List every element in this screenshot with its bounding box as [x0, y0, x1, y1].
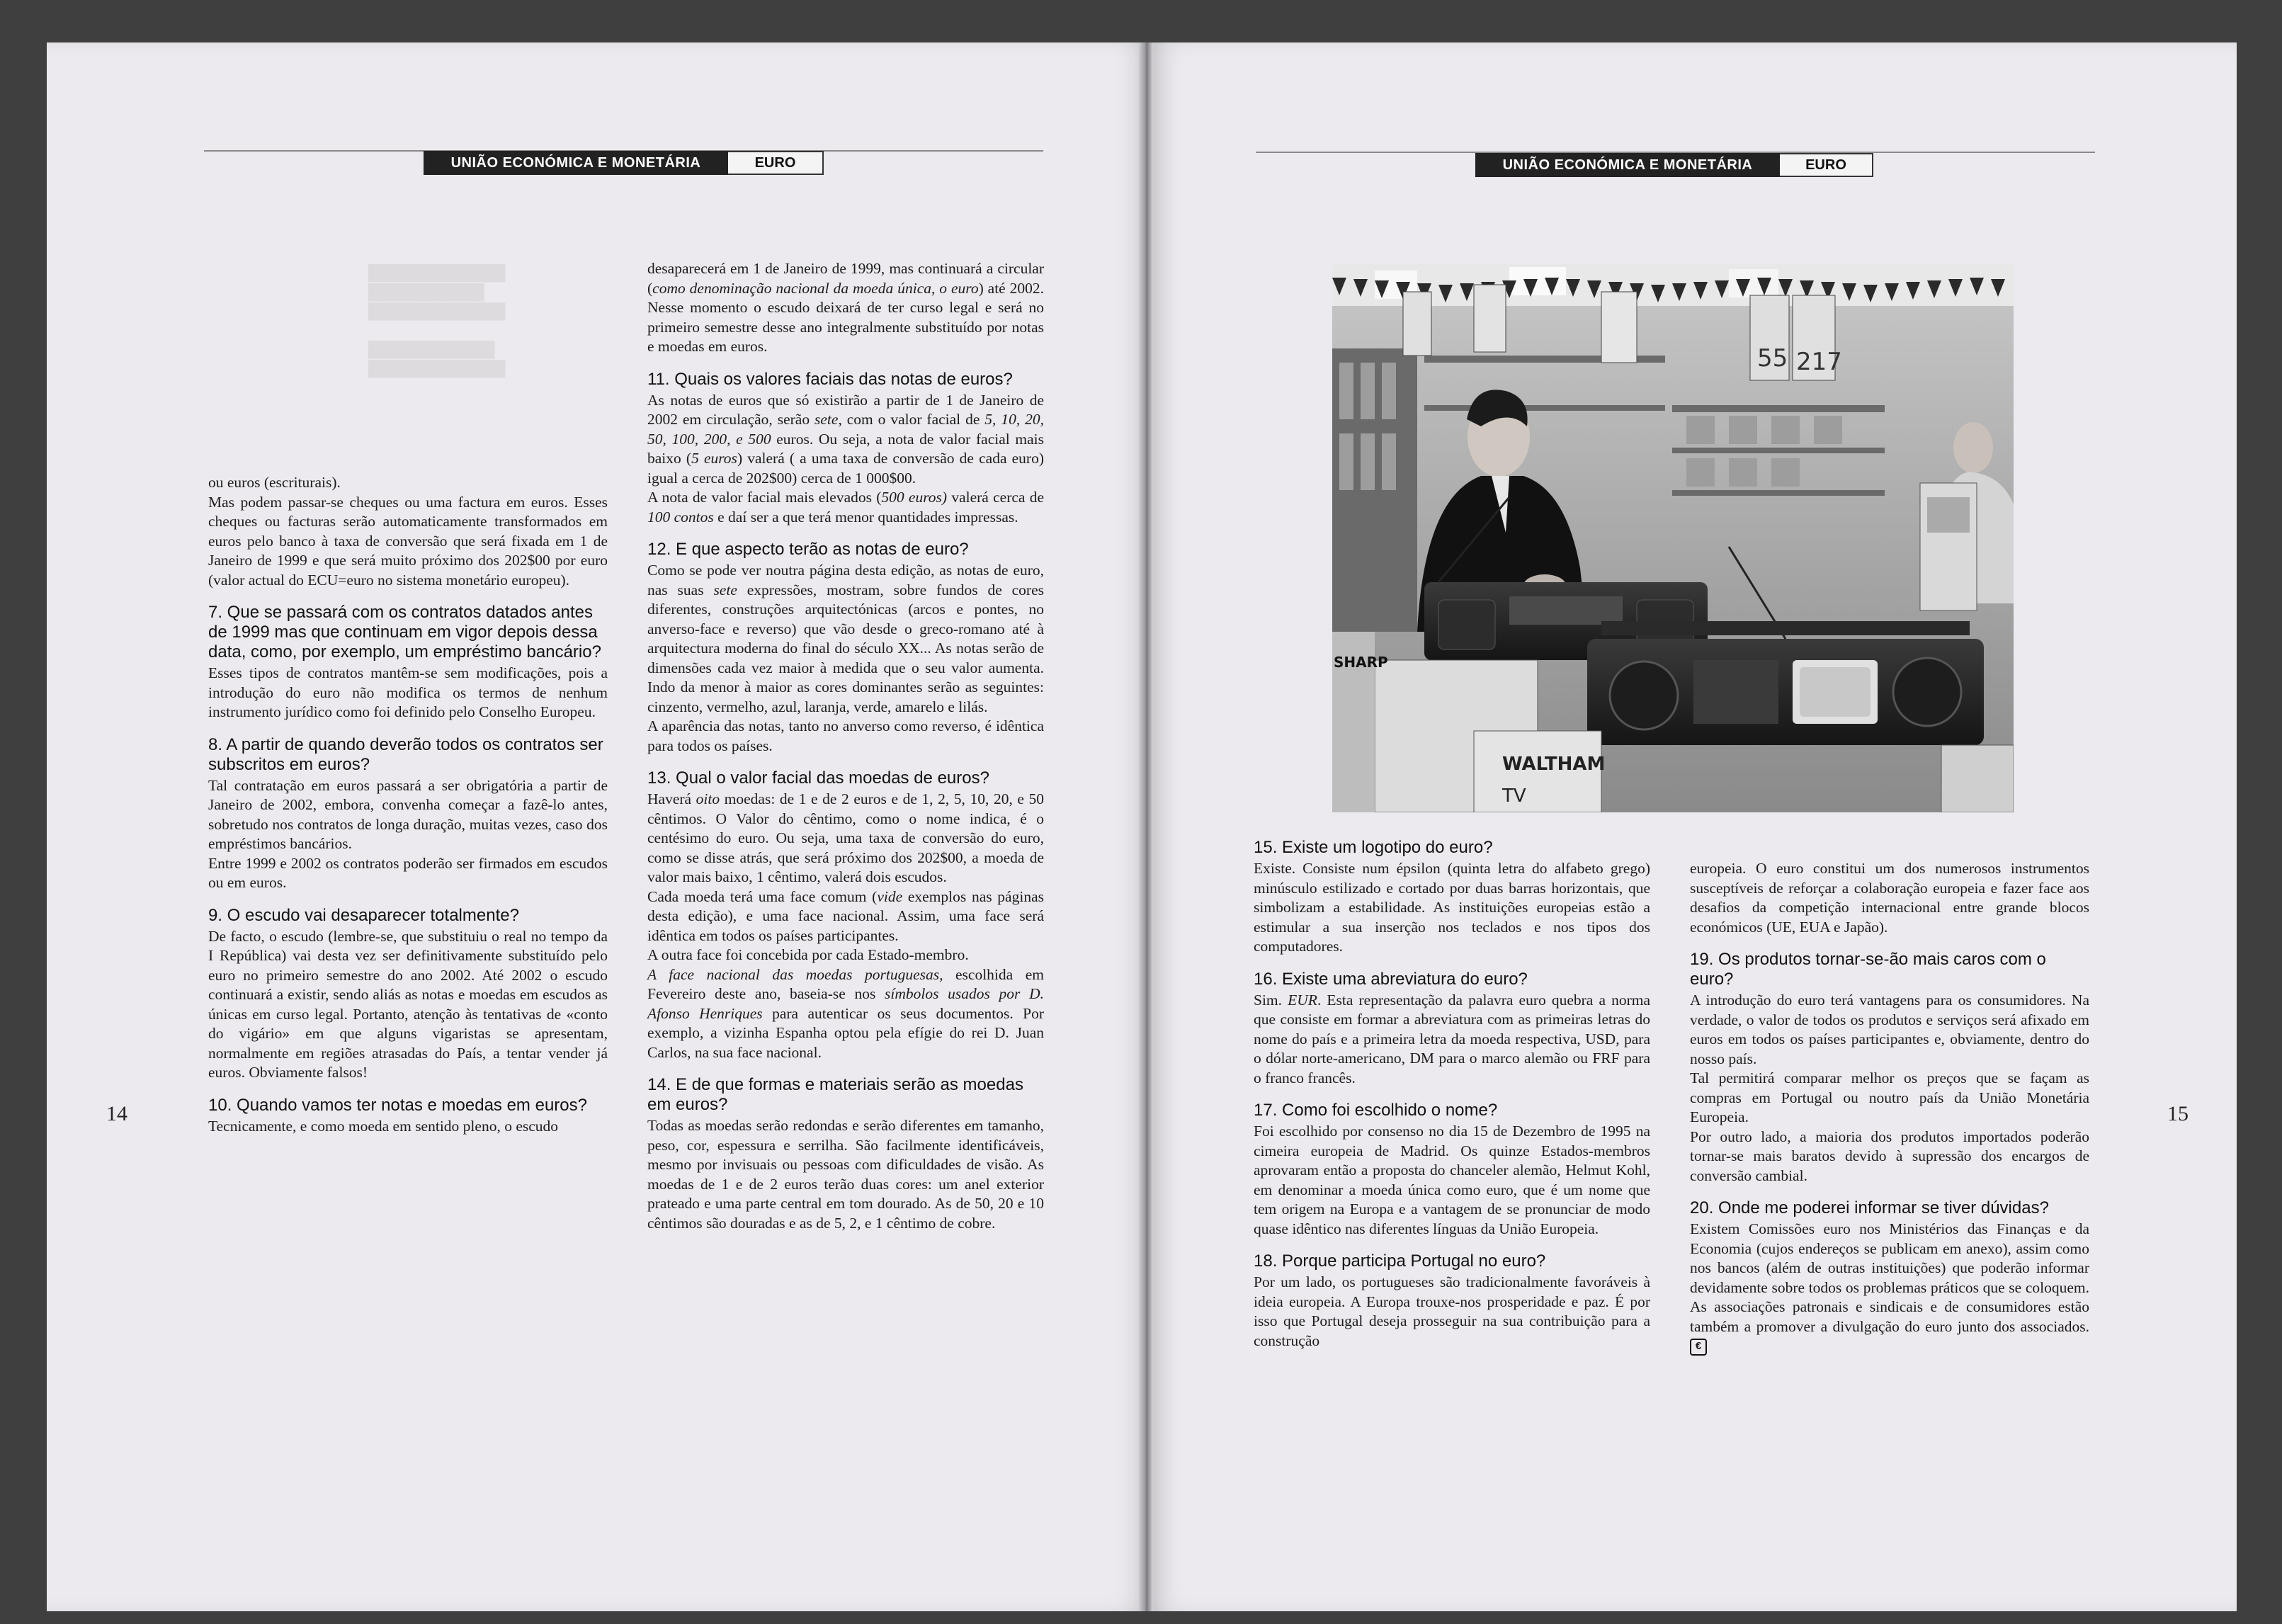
paragraph: As notas de euros que só existirão a partir de 1 de Janeiro de 2002 em circulação, serão sete, com o valor facial de 5, 10, 20, 50, 100, 200, e 500 euros. Ou seja, a nota de valor facial mais baixo (5 euros) valerá ( a uma taxa de conversão de cada euro) igual a cerca de 202$00) cerca de 1 000$00.	[647, 391, 1045, 487]
paragraph: Sim. EUR. Esta representação da palavra euro quebra a norma que consiste em formar a abreviatura com as primeiras letras do nome do país e a primeira letra da moeda respectiva, USD, para o dólar norte-americano, DM para o marco alemão ou FRF para o franco francês.	[1254, 991, 1651, 1086]
photo-sign-text: TV	[1502, 785, 1526, 807]
paragraph: Existem Comissões euro nos Ministérios das Finanças e da Economia (cujos endereços se publicam em anexo), assim como nos bancos (além de outras instituições) que poderão informar devidamente sobre todos os problemas práticos que se coloquem. As associações patronais e sindicais e de consumidores estão também a promover a divulgação do euro junto dos associados. €	[1690, 1220, 2089, 1356]
paragraph: A introdução do euro terá vantagens para os consumidores. Na verdade, o valor de todos os produtos e serviços será afixado em euros em todos os países participantes e, obviamente, dentro do nosso país.	[1690, 992, 2089, 1067]
paragraph: Esses tipos de contratos mantêm-se sem modificações, pois a introdução do euro não modifica os termos de nenhum instrumento jurídico como foi definido pelo Conselho Europeu.	[208, 664, 608, 720]
photo-sign-text: 55	[1757, 344, 1788, 373]
paragraph: Por outro lado, a maioria dos produtos importados poderão tornar-se mais baratos devido à supressão dos encargos de conversão cambial.	[1690, 1128, 2089, 1184]
question-heading: 10. Quando vamos ter notas e moedas em euros?	[208, 1095, 587, 1115]
question-heading: 7. Que se passará com os contratos datados antes de 1999 mas que continuam em vigor depois dessa data, como, por exemplo, um empréstimo bancário?	[208, 603, 601, 661]
page-number-left: 14	[106, 1102, 127, 1125]
paragraph: A outra face foi concebida por cada Estado-membro.	[647, 946, 969, 963]
paragraph: desaparecerá em 1 de Janeiro de 1999, mas continuará a circular (como denominação nacional da moeda única, o euro) até 2002. Nesse momento o escudo deixará de ter curso legal e será no primeiro semestre desse ano integralmente substituído por notas e moedas em euros.	[647, 260, 1045, 355]
section-tag: EURO	[1780, 153, 1873, 177]
paragraph: Entre 1999 e 2002 os contratos poderão ser firmados em escudos ou em euros.	[208, 854, 608, 891]
page-number-right: 15	[2167, 1102, 2189, 1125]
question-heading: 13. Qual o valor facial das moedas de euros?	[647, 768, 989, 788]
paragraph: Tecnicamente, e como moeda em sentido pleno, o escudo	[208, 1117, 559, 1135]
paragraph: ou euros (escriturais).	[208, 474, 341, 491]
left-column-1	[208, 473, 608, 1136]
store-photo	[1332, 263, 2014, 812]
section-label: UNIÃO ECONÓMICA E MONETÁRIA	[424, 151, 728, 175]
question-heading: 16. Existe uma abreviatura do euro?	[1254, 969, 1528, 989]
show-through-text: █████████████ ███████████ █████████████ ████████████ █████████████	[368, 265, 506, 377]
section-header-right	[1475, 153, 1873, 177]
paragraph: Cada moeda terá uma face comum (vide exemplos nas páginas desta edição), e uma face nacional. Assim, uma face será idêntica em todos os países participantes.	[647, 887, 1044, 944]
question-heading: 15. Existe um logotipo do euro?	[1254, 838, 1493, 857]
question-heading: 20. Onde me poderei informar se tiver dúvidas?	[1690, 1198, 2049, 1217]
paragraph: europeia. O euro constitui um dos numerosos instrumentos susceptíveis de reforçar a colaboração europeia e fazer face aos desafios da competição internacional entre grande blocos económicos (UE, EUA e Japão).	[1690, 860, 2089, 936]
paragraph: Haverá oito moedas: de 1 e de 2 euros e de 1, 2, 5, 10, 20, e 50 cêntimos. O Valor do cêntimo, como o nome indica, é o centésimo do euro. Ou seja, uma taxa de conversão do euro, como se disse atrás, que será próximo dos 202$00, a moeda de valor mais baixo, 1 cêntimo, valerá dois escudos.	[647, 790, 1044, 885]
photo-sign-text: 217	[1796, 348, 1842, 376]
photo-electronics-store	[1332, 263, 2014, 812]
question-heading: 12. E que aspecto terão as notas de euro?	[647, 540, 969, 559]
right-column-2	[1690, 859, 2089, 1356]
question-heading: 9. O escudo vai desaparecer totalmente?	[208, 905, 519, 925]
paragraph: Foi escolhido por consenso no dia 15 de Dezembro de 1995 na cimeira europeia de Madrid. Os quinze Estados-membros aprovaram então a proposta do chanceler alemão, Helmut Kohl, em denominar a moeda única como euro, que é um nome que tem origem na Europa e a vantagem de se pronunciar de modo quase idêntico nas diferentes línguas da União Europeia.	[1254, 1123, 1650, 1237]
paragraph: Tal contratação em euros passará a ser obrigatória a partir de Janeiro de 2002, embora, convenha começar a fazê-lo antes, sobretudo nos contratos de longa duração, muitas vezes, caso dos empréstimos bancários.	[208, 776, 608, 852]
section-tag: EURO	[728, 151, 824, 175]
paragraph: Todas as moedas serão redondas e serão diferentes em tamanho, peso, cor, espessura e serrilha. São facilmente identificáveis, mesmo por invisuais ou pessoas com dificuldades de visão. As moedas de 1 e de 2 euros terão duas cores: um anel exterior prateado e uma parte central em tom dourado. As de 50, 20 e 10 cêntimos são douradas e as de 5, 2, e 1 cêntimo de cobre.	[647, 1117, 1044, 1232]
photo-sign-text: WALTHAM	[1502, 754, 1606, 775]
euro-logo-icon: €	[1690, 1339, 1707, 1356]
left-column-2	[647, 259, 1044, 1233]
book-spine	[1139, 42, 1153, 1611]
paragraph: Tal permitirá comparar melhor os preços que se façam as compras em Portugal ou noutro país da União Monetária Europeia.	[1690, 1069, 2089, 1125]
question-heading: 19. Os produtos tornar-se-ão mais caros com o euro?	[1690, 950, 2046, 989]
paragraph: Por um lado, os portugueses são tradicionalmente favoráveis à ideia europeia. A Europa trouxe-nos prosperidade e paz. É por isso que Portugal deseja prosseguir na sua contribuição para a construção	[1254, 1273, 1650, 1349]
paragraph: Como se pode ver noutra página desta edição, as notas de euro, nas suas sete expressões, mostram, sobre fundos de cores diferentes, construções arquitectónicas (arcos e pontes, no anverso-face e reverso) que vão desde o greco-romano até à arquitectura moderna do final do século XX... As notas serão de dimensões cada vez maior à medida que o seu valor aumenta. Indo da menor à maior as cores dominantes serão as seguintes: cinzento, vermelho, azul, laranja, verde, amarelo e lilás.	[647, 562, 1044, 715]
paragraph: A face nacional das moedas portuguesas, escolhida em Fevereiro deste ano, baseia-se nos símbolos usados por D. Afonso Henriques para autenticar os seus documentos. Por exemplo, a vizinha Espanha optou pela efígie do rei D. Juan Carlos, na sua face nacional.	[647, 965, 1045, 1061]
question-heading: 8. A partir de quando deverão todos os contratos ser subscritos em euros?	[208, 734, 603, 774]
section-header-left	[424, 151, 824, 175]
paragraph: A nota de valor facial mais elevados (500 euros) valerá cerca de 100 contos e daí ser a que terá menor quantidades impressas.	[647, 489, 1044, 526]
paragraph: De facto, o escudo (lembre-se, que substituiu o real no tempo da I República) vai desta vez ser definitivamente substituído pelo euro no primeiro semestre do ano 2002. Até 2002 o escudo continuará a existir, sendo aliás as notas e moedas em escudos as únicas em curso legal. Portanto, atenção às tentativas de «conto do vigário» em que alguns vigaristas se apresentam, normalmente em regiões atrasadas do País, a tentar vender já euros. Obviamente falsos!	[208, 927, 608, 1081]
paragraph: Mas podem passar-se cheques ou uma factura em euros. Esses cheques ou facturas serão automaticamente transformados em euros pelo banco à taxa de conversão que será fixada em 1 de Janeiro de 1999 e que será muito próximo dos 202$00 por euro (valor actual do ECU=euro no sistema monetário europeu).	[208, 493, 608, 589]
photo-sign-text: SHARP	[1334, 654, 1388, 671]
question-heading: 18. Porque participa Portugal no euro?	[1254, 1251, 1546, 1271]
question-heading: 14. E de que formas e materiais serão as moedas em euros?	[647, 1075, 1023, 1114]
question-heading: 17. Como foi escolhido o nome?	[1254, 1101, 1498, 1120]
section-label: UNIÃO ECONÓMICA E MONETÁRIA	[1475, 153, 1780, 177]
right-column-1	[1254, 838, 1650, 1351]
question-heading: 11. Quais os valores faciais das notas de euros?	[647, 369, 1013, 389]
paragraph: Existe. Consiste num épsilon (quinta letra do alfabeto grego) minúsculo estilizado e cortado por duas barras horizontais, que simbolizam a estabilidade. As instituições europeias estão a estimular a sua inserção nos teclados e nos tipos dos computadores.	[1254, 860, 1650, 955]
paragraph: A aparência das notas, tanto no anverso como reverso, é idêntica para todos os países.	[647, 717, 1044, 754]
